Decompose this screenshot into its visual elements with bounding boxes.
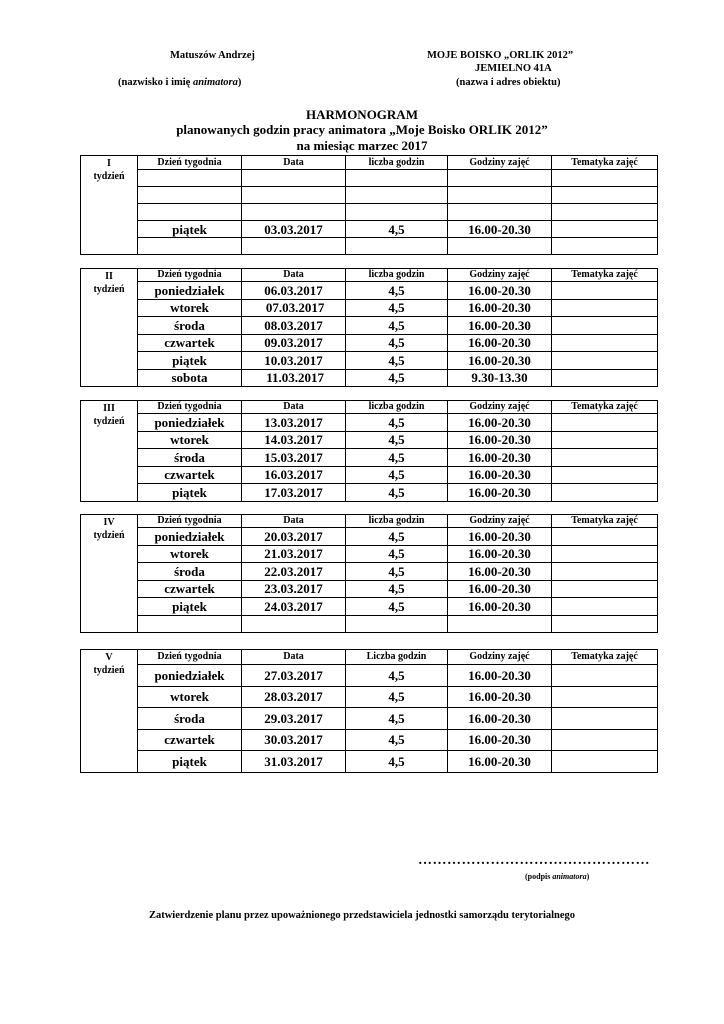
week-word: tydzień — [93, 171, 125, 182]
date-cell: 17.03.2017 — [242, 484, 346, 502]
table-row — [81, 580, 658, 598]
times-cell — [448, 204, 552, 221]
table-row — [81, 686, 658, 708]
table-row — [81, 204, 658, 221]
topic-cell — [552, 299, 658, 317]
table-row — [81, 615, 658, 633]
date-cell — [242, 170, 346, 187]
day-cell: wtorek — [138, 431, 242, 449]
date-cell: 28.03.2017 — [242, 686, 346, 708]
times-cell: 9.30-13.30 — [448, 369, 552, 387]
week-table-3 — [80, 400, 658, 502]
table-row — [81, 369, 658, 387]
topic-cell — [552, 580, 658, 598]
week-word: tydzień — [93, 530, 125, 541]
table-row — [81, 238, 658, 255]
col-day-header: Dzień tygodnia — [138, 401, 242, 414]
table-header-row — [81, 156, 658, 170]
table-header-row — [81, 269, 658, 282]
day-cell: piątek — [138, 484, 242, 502]
col-date-header: Data — [242, 269, 346, 282]
col-hours-header: liczba godzin — [346, 401, 448, 414]
week-numeral: III — [103, 403, 115, 414]
date-cell: 03.03.2017 — [242, 221, 346, 238]
hours-cell: 4,5 — [346, 563, 448, 581]
topic-cell — [552, 484, 658, 502]
table-row — [81, 598, 658, 616]
hours-cell: 4,5 — [346, 484, 448, 502]
col-times-header: Godziny zajęć — [448, 401, 552, 414]
day-cell: środa — [138, 317, 242, 335]
table-row — [81, 170, 658, 187]
day-cell — [138, 238, 242, 255]
times-cell — [448, 615, 552, 633]
day-cell: poniedziałek — [138, 665, 242, 687]
date-cell: 15.03.2017 — [242, 449, 346, 467]
week-word: tydzień — [93, 416, 125, 427]
hours-cell — [346, 187, 448, 204]
hours-cell: 4,5 — [346, 334, 448, 352]
facility-caption: (nazwa i adres obiektu) — [456, 77, 561, 88]
day-cell: poniedziałek — [138, 282, 242, 300]
day-cell: czwartek — [138, 580, 242, 598]
col-topic-header: Tematyka zajęć — [552, 401, 658, 414]
col-hours-header: liczba godzin — [346, 156, 448, 170]
date-cell: 11.03.2017 — [242, 369, 346, 387]
day-cell — [138, 170, 242, 187]
hours-cell: 4,5 — [346, 282, 448, 300]
date-cell — [242, 615, 346, 633]
day-cell: wtorek — [138, 545, 242, 563]
topic-cell — [552, 751, 658, 773]
doc-subtitle: planowanych godzin pracy animatora „Moje Boisko ORLIK 2012” — [176, 122, 548, 137]
col-times-header: Godziny zajęć — [448, 269, 552, 282]
date-cell: 16.03.2017 — [242, 466, 346, 484]
date-cell: 08.03.2017 — [242, 317, 346, 335]
topic-cell — [552, 317, 658, 335]
times-cell: 16.00-20.30 — [448, 580, 552, 598]
times-cell: 16.00-20.30 — [448, 221, 552, 238]
signature-caption — [525, 872, 589, 881]
topic-cell — [552, 545, 658, 563]
table-row — [81, 352, 658, 370]
col-hours-header: Liczba godzin — [346, 650, 448, 665]
table-row — [81, 431, 658, 449]
animator-caption-post: ) — [237, 77, 242, 88]
topic-cell — [552, 187, 658, 204]
table-row — [81, 334, 658, 352]
date-cell — [242, 187, 346, 204]
week-label — [81, 515, 138, 633]
table-row — [81, 484, 658, 502]
day-cell — [138, 204, 242, 221]
times-cell: 16.00-20.30 — [448, 352, 552, 370]
hours-cell — [346, 170, 448, 187]
date-cell: 13.03.2017 — [242, 414, 346, 432]
week-word: tydzień — [93, 665, 125, 676]
col-day-header: Dzień tygodnia — [138, 515, 242, 528]
date-cell: 31.03.2017 — [242, 751, 346, 773]
week-label — [81, 401, 138, 502]
topic-cell — [552, 238, 658, 255]
hours-cell: 4,5 — [346, 299, 448, 317]
col-day-header: Dzień tygodnia — [138, 156, 242, 170]
signature-caption-post: ) — [586, 872, 590, 881]
date-cell — [242, 204, 346, 221]
table-row — [81, 665, 658, 687]
day-cell — [138, 615, 242, 633]
hours-cell: 4,5 — [346, 352, 448, 370]
hours-cell — [346, 615, 448, 633]
times-cell: 16.00-20.30 — [448, 708, 552, 730]
hours-cell: 4,5 — [346, 466, 448, 484]
col-times-header: Godziny zajęć — [448, 156, 552, 170]
col-topic-header: Tematyka zajęć — [552, 650, 658, 665]
table-row — [81, 449, 658, 467]
topic-cell — [552, 414, 658, 432]
topic-cell — [552, 221, 658, 238]
col-hours-header: liczba godzin — [346, 515, 448, 528]
topic-cell — [552, 369, 658, 387]
table-row — [81, 751, 658, 773]
times-cell: 16.00-20.30 — [448, 729, 552, 751]
table-row — [81, 299, 658, 317]
facility-address: JEMIELNO 41A — [475, 63, 552, 74]
hours-cell: 4,5 — [346, 665, 448, 687]
topic-cell — [552, 598, 658, 616]
day-cell: piątek — [138, 221, 242, 238]
hours-cell: 4,5 — [346, 317, 448, 335]
hours-cell: 4,5 — [346, 545, 448, 563]
date-cell: 14.03.2017 — [242, 431, 346, 449]
date-cell: 27.03.2017 — [242, 665, 346, 687]
hours-cell: 4,5 — [346, 449, 448, 467]
day-cell: czwartek — [138, 729, 242, 751]
topic-cell — [552, 352, 658, 370]
col-times-header: Godziny zajęć — [448, 515, 552, 528]
col-topic-header: Tematyka zajęć — [552, 156, 658, 170]
doc-title: HARMONOGRAM — [306, 107, 418, 122]
day-cell: sobota — [138, 369, 242, 387]
table-header-row — [81, 515, 658, 528]
table-row — [81, 187, 658, 204]
week-table-4 — [80, 514, 658, 633]
day-cell: czwartek — [138, 334, 242, 352]
table-row — [81, 708, 658, 730]
date-cell: 29.03.2017 — [242, 708, 346, 730]
hours-cell: 4,5 — [346, 414, 448, 432]
topic-cell — [552, 204, 658, 221]
topic-cell — [552, 466, 658, 484]
animator-caption — [118, 77, 241, 88]
date-cell: 23.03.2017 — [242, 580, 346, 598]
day-cell: czwartek — [138, 466, 242, 484]
times-cell: 16.00-20.30 — [448, 528, 552, 546]
week-label — [81, 269, 138, 387]
animator-caption-pre: (nazwisko i imię — [118, 77, 193, 88]
table-row — [81, 282, 658, 300]
topic-cell — [552, 729, 658, 751]
day-cell: środa — [138, 708, 242, 730]
hours-cell — [346, 204, 448, 221]
topic-cell — [552, 708, 658, 730]
table-row — [81, 729, 658, 751]
col-topic-header: Tematyka zajęć — [552, 269, 658, 282]
times-cell: 16.00-20.30 — [448, 563, 552, 581]
times-cell: 16.00-20.30 — [448, 317, 552, 335]
times-cell — [448, 187, 552, 204]
week-numeral: V — [105, 652, 113, 663]
hours-cell: 4,5 — [346, 729, 448, 751]
date-cell: 10.03.2017 — [242, 352, 346, 370]
week-numeral: II — [105, 271, 113, 282]
day-cell: piątek — [138, 598, 242, 616]
times-cell — [448, 170, 552, 187]
table-header-row — [81, 650, 658, 665]
day-cell: piątek — [138, 352, 242, 370]
col-times-header: Godziny zajęć — [448, 650, 552, 665]
day-cell: środa — [138, 449, 242, 467]
hours-cell: 4,5 — [346, 221, 448, 238]
topic-cell — [552, 615, 658, 633]
date-cell: 22.03.2017 — [242, 563, 346, 581]
table-row — [81, 221, 658, 238]
week-numeral: IV — [103, 517, 115, 528]
hours-cell: 4,5 — [346, 686, 448, 708]
hours-cell: 4,5 — [346, 431, 448, 449]
times-cell: 16.00-20.30 — [448, 334, 552, 352]
week-table-5 — [80, 649, 658, 773]
week-label — [81, 650, 138, 773]
topic-cell — [552, 170, 658, 187]
table-row — [81, 414, 658, 432]
week-numeral: I — [107, 158, 111, 169]
table-row — [81, 528, 658, 546]
animator-caption-em: animatora — [192, 77, 238, 88]
signature-caption-pre: (podpis — [525, 872, 553, 881]
date-cell: 20.03.2017 — [242, 528, 346, 546]
day-cell: wtorek — [138, 299, 242, 317]
day-cell: środa — [138, 563, 242, 581]
col-date-header: Data — [242, 515, 346, 528]
date-cell: 30.03.2017 — [242, 729, 346, 751]
week-label — [81, 156, 138, 255]
day-cell: poniedziałek — [138, 528, 242, 546]
col-date-header: Data — [242, 401, 346, 414]
times-cell: 16.00-20.30 — [448, 449, 552, 467]
doc-month: na miesiąc marzec 2017 — [296, 138, 428, 153]
times-cell: 16.00-20.30 — [448, 431, 552, 449]
times-cell: 16.00-20.30 — [448, 545, 552, 563]
day-cell: wtorek — [138, 686, 242, 708]
hours-cell — [346, 238, 448, 255]
col-topic-header: Tematyka zajęć — [552, 515, 658, 528]
topic-cell — [552, 282, 658, 300]
topic-cell — [552, 449, 658, 467]
col-date-header: Data — [242, 650, 346, 665]
times-cell: 16.00-20.30 — [448, 299, 552, 317]
topic-cell — [552, 686, 658, 708]
day-cell: poniedziałek — [138, 414, 242, 432]
times-cell: 16.00-20.30 — [448, 414, 552, 432]
col-hours-header: liczba godzin — [346, 269, 448, 282]
times-cell: 16.00-20.30 — [448, 598, 552, 616]
week-table-1 — [80, 155, 658, 255]
approval-text: Zatwierdzenie planu przez upoważnionego przedstawiciela jednostki samorządu terytorialnego — [148, 910, 576, 921]
day-cell: piątek — [138, 751, 242, 773]
table-row — [81, 563, 658, 581]
times-cell: 16.00-20.30 — [448, 751, 552, 773]
week-table-2 — [80, 268, 658, 387]
col-day-header: Dzień tygodnia — [138, 269, 242, 282]
topic-cell — [552, 431, 658, 449]
times-cell: 16.00-20.30 — [448, 282, 552, 300]
topic-cell — [552, 334, 658, 352]
times-cell: 16.00-20.30 — [448, 686, 552, 708]
col-date-header: Data — [242, 156, 346, 170]
table-row — [81, 317, 658, 335]
facility-name: MOJE BOISKO „ORLIK 2012” — [427, 50, 574, 61]
times-cell: 16.00-20.30 — [448, 665, 552, 687]
times-cell: 16.00-20.30 — [448, 484, 552, 502]
hours-cell: 4,5 — [346, 528, 448, 546]
day-cell — [138, 187, 242, 204]
date-cell: 24.03.2017 — [242, 598, 346, 616]
table-header-row — [81, 401, 658, 414]
table-row — [81, 545, 658, 563]
times-cell: 16.00-20.30 — [448, 466, 552, 484]
date-cell: 21.03.2017 — [242, 545, 346, 563]
hours-cell: 4,5 — [346, 708, 448, 730]
signature-line: ………………………………………… — [418, 853, 650, 868]
date-cell: 07.03.2017 — [242, 299, 346, 317]
times-cell — [448, 238, 552, 255]
date-cell — [242, 238, 346, 255]
hours-cell: 4,5 — [346, 751, 448, 773]
week-word: tydzień — [93, 284, 125, 295]
topic-cell — [552, 665, 658, 687]
hours-cell: 4,5 — [346, 598, 448, 616]
date-cell: 09.03.2017 — [242, 334, 346, 352]
col-day-header: Dzień tygodnia — [138, 650, 242, 665]
topic-cell — [552, 528, 658, 546]
hours-cell: 4,5 — [346, 369, 448, 387]
signature-caption-em: animatora — [552, 872, 587, 881]
animator-name: Matuszów Andrzej — [170, 50, 255, 61]
table-row — [81, 466, 658, 484]
topic-cell — [552, 563, 658, 581]
hours-cell: 4,5 — [346, 580, 448, 598]
date-cell: 06.03.2017 — [242, 282, 346, 300]
